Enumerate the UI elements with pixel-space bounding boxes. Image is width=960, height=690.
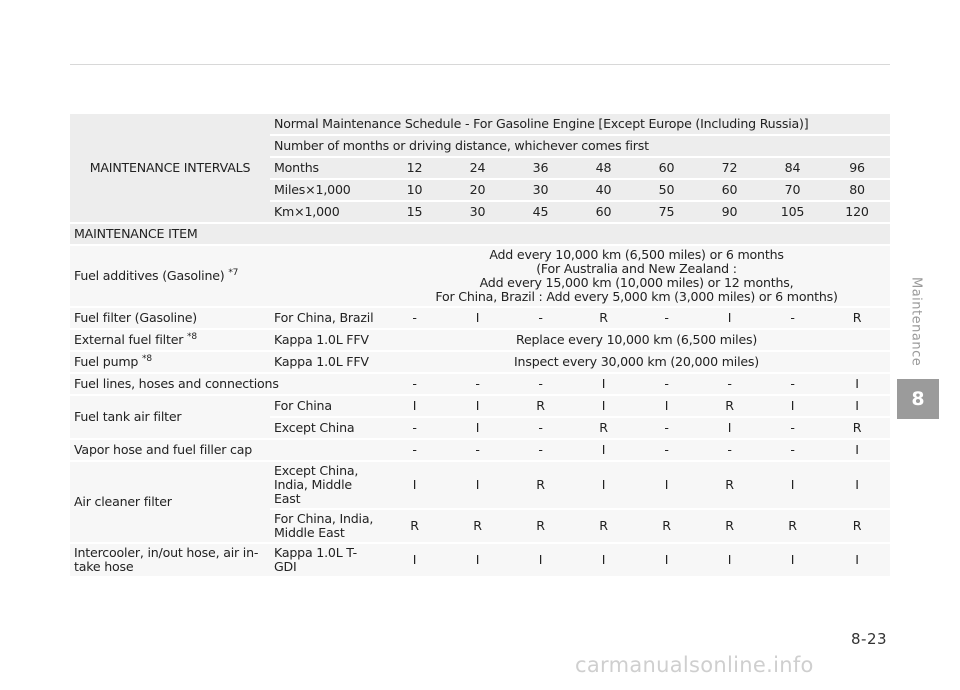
item-name: Intercooler, in/out hose, air in- take hose [70, 544, 270, 576]
interval-cell: 60 [635, 158, 698, 178]
item-condition: For China [270, 396, 383, 416]
interval-cell: 30 [446, 202, 509, 222]
schedule-cell: - [383, 374, 446, 394]
schedule-cell: - [698, 374, 761, 394]
item-instruction: Inspect every 30,000 km (20,000 miles) [383, 352, 890, 372]
schedule-cell: I [635, 544, 698, 576]
schedule-cell: I [824, 440, 890, 460]
interval-cell: 30 [509, 180, 572, 200]
schedule-cell: - [383, 440, 446, 460]
schedule-cell: R [824, 418, 890, 438]
interval-cell: 36 [509, 158, 572, 178]
interval-cell: 12 [383, 158, 446, 178]
schedule-title: Normal Maintenance Schedule - For Gasoline Engine [Except Europe (Including Russia)] [270, 114, 890, 134]
section-label: Maintenance [908, 277, 924, 367]
schedule-cell: I [509, 544, 572, 576]
schedule-cell: R [824, 510, 890, 542]
interval-cell: 15 [383, 202, 446, 222]
maintenance-schedule-table [70, 112, 890, 578]
schedule-cell: I [446, 418, 509, 438]
schedule-cell: I [824, 374, 890, 394]
intercooler-row [70, 544, 890, 576]
interval-cell: 80 [824, 180, 890, 200]
item-instruction: Replace every 10,000 km (6,500 miles) [383, 330, 890, 350]
interval-cell: 45 [509, 202, 572, 222]
schedule-cell: - [761, 440, 824, 460]
interval-cell: 50 [635, 180, 698, 200]
schedule-cell: - [635, 418, 698, 438]
external-fuel-filter-row [70, 330, 890, 350]
item-condition: Kappa 1.0L FFV [270, 330, 383, 350]
schedule-cell: I [383, 396, 446, 416]
schedule-cell: I [383, 462, 446, 508]
schedule-cell: I [635, 396, 698, 416]
interval-cell: 75 [635, 202, 698, 222]
schedule-cell: I [698, 418, 761, 438]
schedule-cell: - [509, 374, 572, 394]
item-name: Air cleaner filter [70, 462, 270, 542]
fuel-lines-row [70, 374, 890, 394]
schedule-cell: R [383, 510, 446, 542]
item-name: Fuel lines, hoses and connections [70, 374, 383, 394]
item-condition: Kappa 1.0L FFV [270, 352, 383, 372]
item-condition: Except China [270, 418, 383, 438]
schedule-cell: - [446, 440, 509, 460]
schedule-cell: - [635, 440, 698, 460]
schedule-cell: - [509, 440, 572, 460]
schedule-cell: - [635, 308, 698, 328]
schedule-cell: - [698, 440, 761, 460]
maintenance-intervals-label: MAINTENANCE INTERVALS [70, 114, 270, 222]
schedule-cell: I [761, 396, 824, 416]
item-condition: For China, Brazil [270, 308, 383, 328]
watermark: carmanualsonline.info [575, 653, 814, 677]
schedule-cell: I [572, 396, 635, 416]
interval-cell: 60 [572, 202, 635, 222]
schedule-cell: - [383, 308, 446, 328]
item-condition: Except China, India, Middle East [270, 462, 383, 508]
schedule-cell: I [761, 544, 824, 576]
item-name: External fuel filter $^{*8}$ [70, 330, 270, 350]
schedule-cell: R [761, 510, 824, 542]
interval-cell: 120 [824, 202, 890, 222]
page-number: 8-23 [851, 630, 888, 648]
schedule-cell: R [635, 510, 698, 542]
schedule-cell: I [572, 462, 635, 508]
schedule-cell: I [383, 544, 446, 576]
schedule-cell: R [698, 510, 761, 542]
schedule-cell: R [509, 510, 572, 542]
row-label: Months [270, 158, 383, 178]
interval-cell: 60 [698, 180, 761, 200]
schedule-cell: I [824, 544, 890, 576]
chapter-tab[interactable]: 8 [897, 379, 939, 419]
item-name: Fuel pump $^{*8}$ [70, 352, 270, 372]
fuel-additives-row [70, 246, 890, 306]
item-name: Vapor hose and fuel filler cap [70, 440, 383, 460]
schedule-cell: R [824, 308, 890, 328]
schedule-cell: R [509, 462, 572, 508]
row-label: Miles×1,000 [270, 180, 383, 200]
item-condition: For China, India, Middle East [270, 510, 383, 542]
interval-cell: 90 [698, 202, 761, 222]
schedule-subtitle: Number of months or driving distance, whichever comes first [270, 136, 890, 156]
schedule-cell: R [509, 396, 572, 416]
interval-cell: 20 [446, 180, 509, 200]
schedule-cell: I [824, 462, 890, 508]
row-label: Km×1,000 [270, 202, 383, 222]
schedule-cell: I [446, 544, 509, 576]
interval-cell: 84 [761, 158, 824, 178]
interval-cell: 10 [383, 180, 446, 200]
interval-cell: 48 [572, 158, 635, 178]
schedule-cell: - [761, 418, 824, 438]
schedule-cell: R [698, 462, 761, 508]
fuel-pump-row [70, 352, 890, 372]
schedule-cell: I [572, 440, 635, 460]
interval-cell: 24 [446, 158, 509, 178]
schedule-cell: I [761, 462, 824, 508]
interval-cell: 72 [698, 158, 761, 178]
schedule-cell: I [446, 396, 509, 416]
schedule-cell: I [635, 462, 698, 508]
schedule-cell: - [509, 308, 572, 328]
item-name: Fuel tank air filter [70, 396, 270, 438]
vapor-hose-row [70, 440, 890, 460]
schedule-cell: - [761, 374, 824, 394]
schedule-cell: - [509, 418, 572, 438]
fuel-filter-row [70, 308, 890, 328]
schedule-cell: - [635, 374, 698, 394]
schedule-cell: I [698, 544, 761, 576]
schedule-cell: I [446, 308, 509, 328]
interval-cell: 105 [761, 202, 824, 222]
item-condition: Kappa 1.0L T- GDI [270, 544, 383, 576]
interval-cell: 70 [761, 180, 824, 200]
item-name: Fuel filter (Gasoline) [70, 308, 270, 328]
schedule-cell: - [761, 308, 824, 328]
item-name: Fuel additives (Gasoline) $^{*7}$ [70, 246, 383, 306]
fuel-tank-air-filter-row [70, 396, 890, 416]
schedule-cell: R [572, 308, 635, 328]
schedule-cell: - [446, 374, 509, 394]
schedule-cell: I [446, 462, 509, 508]
schedule-cell: - [383, 418, 446, 438]
schedule-cell: I [698, 308, 761, 328]
schedule-cell: I [572, 544, 635, 576]
interval-cell: 40 [572, 180, 635, 200]
schedule-cell: R [572, 510, 635, 542]
schedule-cell: I [824, 396, 890, 416]
schedule-cell: R [446, 510, 509, 542]
top-rule [70, 64, 890, 65]
interval-cell: 96 [824, 158, 890, 178]
schedule-cell: I [572, 374, 635, 394]
maintenance-item-label: MAINTENANCE ITEM [70, 224, 890, 244]
air-cleaner-row [70, 462, 890, 508]
schedule-cell: R [698, 396, 761, 416]
fuel-additives-instructions: Add every 10,000 km (6,500 miles) or 6 months (For Australia and New Zealand : Add every 15,000 km (10,000 miles) or 12 months, For China, Brazil : Add every 5,000 km (3,000 miles) or 6 months) [383, 246, 890, 306]
schedule-cell: R [572, 418, 635, 438]
